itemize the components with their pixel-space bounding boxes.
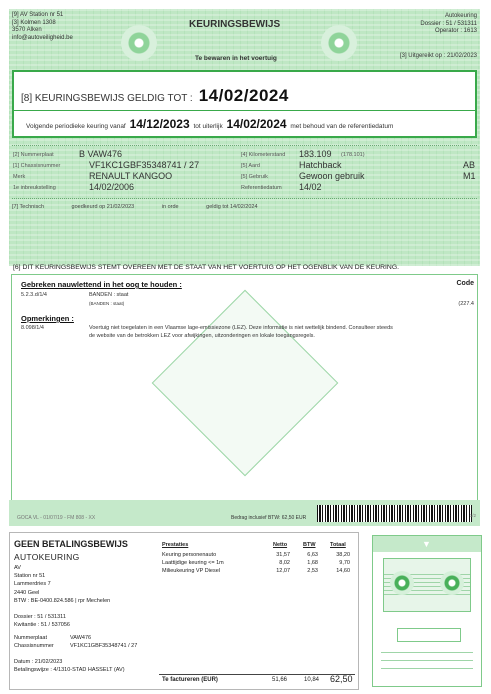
technical-order: in orde <box>161 204 179 210</box>
receipt-chassis-label: Chassisnummer <box>14 643 54 649</box>
station-address <box>12 12 73 42</box>
row-description: Keuring personenauto <box>162 552 217 558</box>
receipt-plate-label: Nummerplaat <box>14 635 48 641</box>
payment-receipt <box>9 532 359 690</box>
receipt-kwitantie: Kwitantie : 51 / 537056 <box>14 622 70 629</box>
address-line: 2440 Geel <box>14 589 40 596</box>
seal-left-icon <box>121 25 157 61</box>
total-amount: 62,50 <box>330 674 353 684</box>
dossier-info <box>420 13 477 36</box>
address-line: AV <box>14 565 21 571</box>
remarks-title: Opmerkingen : <box>21 314 74 323</box>
separator <box>12 145 477 146</box>
validity-label: [8] KEURINGSBEWIJS GELDIG TOT : <box>21 93 193 104</box>
total-netto: 51,66 <box>272 677 288 683</box>
chevron-down-icon: ▼ <box>422 539 431 549</box>
defect-reference: (227.4 <box>458 301 474 307</box>
conformity-statement: [6] DIT KEURINGSBEWIJS STEMT OVEREEN MET DE STAAT VAN HET VOERTUIG OP HET OGENBLIK VAN DE KEURING. <box>13 264 399 271</box>
technical-approved: goedkeurd op 21/02/2023 <box>71 204 135 210</box>
seal-icon <box>440 571 464 595</box>
dossier-line: Autokeuring <box>444 13 477 19</box>
col-header-btw: BTW <box>303 542 316 548</box>
next-text: met behoud van de referentiedatum <box>290 123 394 130</box>
receipt-subtitle: AUTOKEURING <box>14 552 80 562</box>
km-previous: (178.101) <box>341 152 365 158</box>
address-line: Lammerdries 7 <box>14 581 51 588</box>
defect-code: 5.2.3.d/1/4 <box>21 292 47 298</box>
address-line: [3] Kolmen 1308 <box>12 19 56 26</box>
receipt-chassis: VF1KC1GBF35348741 / 27 <box>70 643 138 649</box>
next-inspection-line <box>26 117 393 131</box>
next-text: Volgende periodieke keuring vanaf <box>26 123 126 130</box>
row-btw: 2,53 <box>307 568 318 575</box>
technical-valid: geldig tot 14/02/2024 <box>206 204 258 210</box>
brand-label: Merk <box>13 174 26 180</box>
receipt-payment-method: Betalingswijze : 4/1310-STAD HASSELT (AV) <box>14 667 125 673</box>
code-header: Code <box>456 280 474 287</box>
technical-row <box>12 204 284 210</box>
receipt-plate: VAW476 <box>70 635 92 641</box>
remark-line: Voertuig niet toegelaten in een Vlaamse lage-emissiezone (LEZ). Deze informatie is niet wettelijk bindend. Consulteer steeds <box>89 325 393 331</box>
receipt-title: GEEN BETALINGSBEWIJS <box>14 539 128 549</box>
chassis-value: VF1KC1GBF35348741 / 27 <box>89 160 200 170</box>
receipt-references <box>14 613 70 629</box>
receipt-date: Datum : 21/02/2023 <box>14 659 63 665</box>
col-header-totaal: Totaal <box>330 542 346 548</box>
technical-label: [7] Technisch <box>12 204 45 210</box>
plate-label: [2] Nummerplaat <box>13 152 54 158</box>
validity-line <box>21 86 289 106</box>
seal-icon <box>390 571 414 595</box>
netto-column <box>276 551 290 576</box>
address-line: info@autoveiligheid.be <box>12 34 73 41</box>
use-code: M1 <box>463 171 476 181</box>
validity-divider <box>14 110 475 111</box>
body-code: AB <box>463 160 476 170</box>
validity-box <box>12 70 477 138</box>
stub-panel <box>383 558 471 612</box>
dossier-line: Dossier : 51 / 531311 <box>420 20 477 27</box>
use-value: Gewoon gebruik <box>299 171 365 181</box>
payment-stub <box>372 535 482 687</box>
col-header-services: Prestaties <box>162 542 189 548</box>
km-label: [4] Kilometerstand <box>241 152 286 158</box>
plate-value: B VAW476 <box>79 149 123 159</box>
reference-date-label: Referentiedatum <box>241 185 282 191</box>
keep-in-vehicle-note: Te bewaren in het voertuig <box>195 55 277 62</box>
totaal-column <box>336 551 350 576</box>
row-totaal: 9,70 <box>339 560 350 567</box>
row-netto: 31,57 <box>276 552 290 558</box>
seal-right-icon <box>321 25 357 61</box>
total-label: Te factureren (EUR) <box>162 677 218 683</box>
first-registration-value: 14/02/2006 <box>89 182 135 192</box>
validity-date: 14/02/2024 <box>198 86 289 105</box>
address-line: 3570 Alken <box>12 27 42 33</box>
address-line: Station nr 51 <box>14 573 46 580</box>
stub-field <box>397 628 461 642</box>
defect-item: BANDEN : staat <box>89 292 129 298</box>
total-btw: 10,84 <box>304 677 320 683</box>
address-line: BTW : BE-0400.824.586 | rpr Mechelen <box>14 597 111 604</box>
row-netto: 12,07 <box>276 568 290 575</box>
stub-line <box>381 652 473 653</box>
next-text: tot uiterlijk <box>193 123 223 130</box>
address-line: [9] AV Station nr 51 <box>12 12 64 18</box>
use-label: [5] Gebruik <box>241 174 268 180</box>
remark-line: de website van de betrokken LEZ voor afwijkingen, uitzonderingen en lokale toegangsregels. <box>89 333 315 339</box>
amount-incl-vat: Bedrag inclusief BTW: 62,50 EUR <box>231 515 307 521</box>
stub-line <box>381 668 473 669</box>
body-value: Hatchback <box>299 160 342 170</box>
row-totaal: 38,20 <box>336 552 350 558</box>
col-header-netto: Netto <box>273 542 288 548</box>
next-until-date: 14/02/2024 <box>226 117 287 131</box>
reference-date-value: 14/02 <box>299 182 322 192</box>
certificate-title: KEURINGSBEWIJS <box>189 19 281 30</box>
row-btw: 1,68 <box>307 560 318 567</box>
inspection-certificate <box>9 9 480 526</box>
remark-code: 8.098/1/4 <box>21 325 44 331</box>
table-row <box>162 551 224 576</box>
brand-value: RENAULT KANGOO <box>89 171 173 181</box>
body-label: [5] Aard <box>241 163 260 169</box>
defects-title: Gebreken nauwlettend in het oog te houden : <box>21 280 182 289</box>
stub-line <box>381 660 473 661</box>
total-divider <box>159 674 355 675</box>
next-from-date: 14/12/2023 <box>129 117 190 131</box>
row-description: Laattijdige keuring <= 1m <box>162 560 224 567</box>
page-code: 1/2 <box>469 513 476 518</box>
barcode <box>317 505 472 522</box>
row-totaal: 14,60 <box>336 568 350 575</box>
issue-date: [3] Uitgereikt op : 21/02/2023 <box>399 53 477 59</box>
btw-column <box>307 551 318 576</box>
row-btw: 6,63 <box>307 552 318 558</box>
defect-detail: (BANDEN : staat) <box>89 301 125 306</box>
chassis-label: [1] Chassisnummer <box>13 163 61 169</box>
form-reference: GOCA VL - 01/07/19 - FM 808 - XX <box>17 515 96 521</box>
dossier-line: Operator : 1613 <box>434 28 477 34</box>
row-netto: 8,02 <box>279 560 290 567</box>
first-registration-label: 1e inbreukstelling <box>13 185 56 191</box>
receipt-address <box>14 564 110 605</box>
receipt-dossier: Dossier : 51 / 531311 <box>14 614 66 620</box>
separator <box>12 198 477 199</box>
km-value: 183.109 <box>299 149 332 159</box>
row-description: Milieukeuring VP Diesel <box>162 568 220 575</box>
